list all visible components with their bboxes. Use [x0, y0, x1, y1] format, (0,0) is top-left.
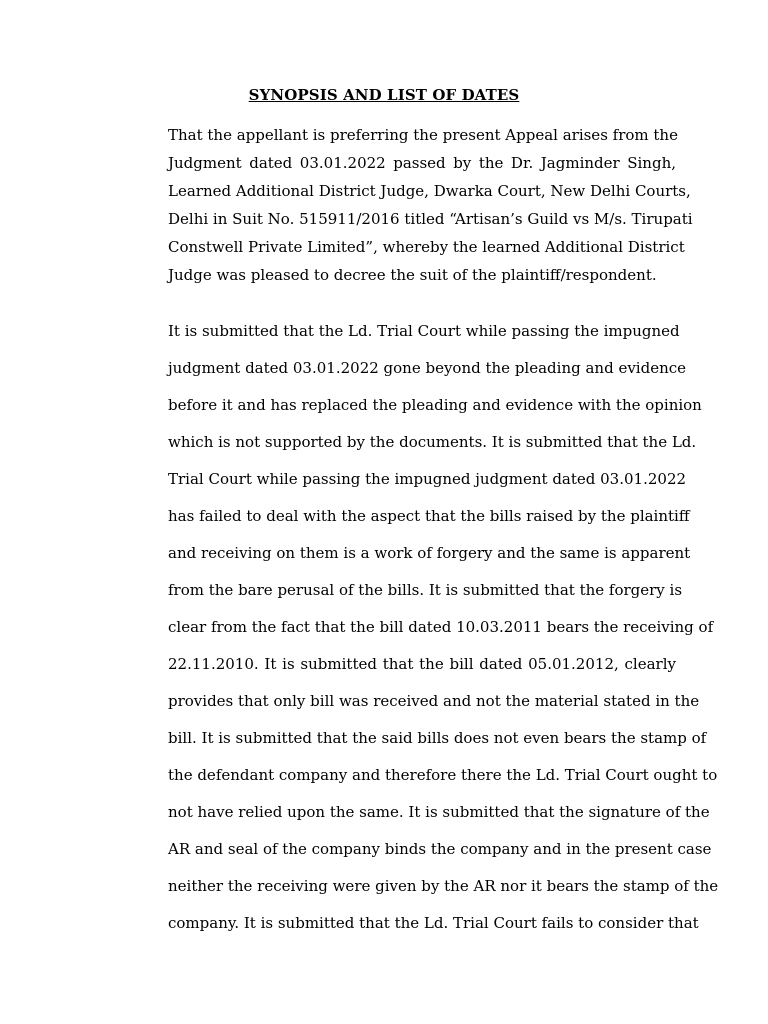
text-line: Constwell Private Limited”, whereby the learned Additional District: [168, 238, 685, 256]
paragraph-submissions: [168, 313, 719, 942]
text-line: 22.11.2010. It is submitted that the bill dated 05.01.2012, clearly: [168, 655, 676, 673]
text-line: neither the receiving were given by the AR nor it bears the stamp of the: [168, 877, 719, 895]
text-line: Trial Court while passing the impugned judgment dated 03.01.2022: [168, 470, 687, 488]
paragraph-appeal-intro: [168, 121, 693, 289]
text-line: which is not supported by the documents. It is submitted that the Ld.: [168, 433, 697, 451]
text-line: AR and seal of the company binds the company and in the present case: [168, 840, 712, 858]
text-line: clear from the fact that the bill dated 10.03.2011 bears the receiving of: [168, 618, 714, 636]
text-line: That the appellant is preferring the present Appeal arises from the: [168, 126, 678, 144]
text-line: before it and has replaced the pleading and evidence with the opinion: [168, 396, 702, 414]
text-line: the defendant company and therefore there the Ld. Trial Court ought to: [168, 766, 718, 784]
text-line: Judgment dated 03.01.2022 passed by the Dr. Jagminder Singh,: [168, 154, 676, 172]
document-title: SYNOPSIS AND LIST OF DATES: [248, 86, 520, 104]
text-line: Delhi in Suit No. 515911/2016 titled “Artisan’s Guild vs M/s. Tirupati: [168, 210, 693, 228]
text-line: It is submitted that the Ld. Trial Court while passing the impugned: [168, 322, 680, 340]
text-line: and receiving on them is a work of forgery and the same is apparent: [168, 544, 691, 562]
text-line: company. It is submitted that the Ld. Trial Court fails to consider that: [168, 914, 699, 932]
text-line: bill. It is submitted that the said bills does not even bears the stamp of: [168, 729, 707, 747]
text-line: not have relied upon the same. It is submitted that the signature of the: [168, 803, 710, 821]
text-line: Judge was pleased to decree the suit of the plaintiff/respondent.: [168, 266, 657, 284]
text-line: provides that only bill was received and not the material stated in the: [168, 692, 700, 710]
text-line: from the bare perusal of the bills. It is submitted that the forgery is: [168, 581, 683, 599]
text-line: Learned Additional District Judge, Dwarka Court, New Delhi Courts,: [168, 182, 691, 200]
text-line: has failed to deal with the aspect that the bills raised by the plaintiff: [168, 507, 690, 525]
text-line: judgment dated 03.01.2022 gone beyond the pleading and evidence: [168, 359, 687, 377]
